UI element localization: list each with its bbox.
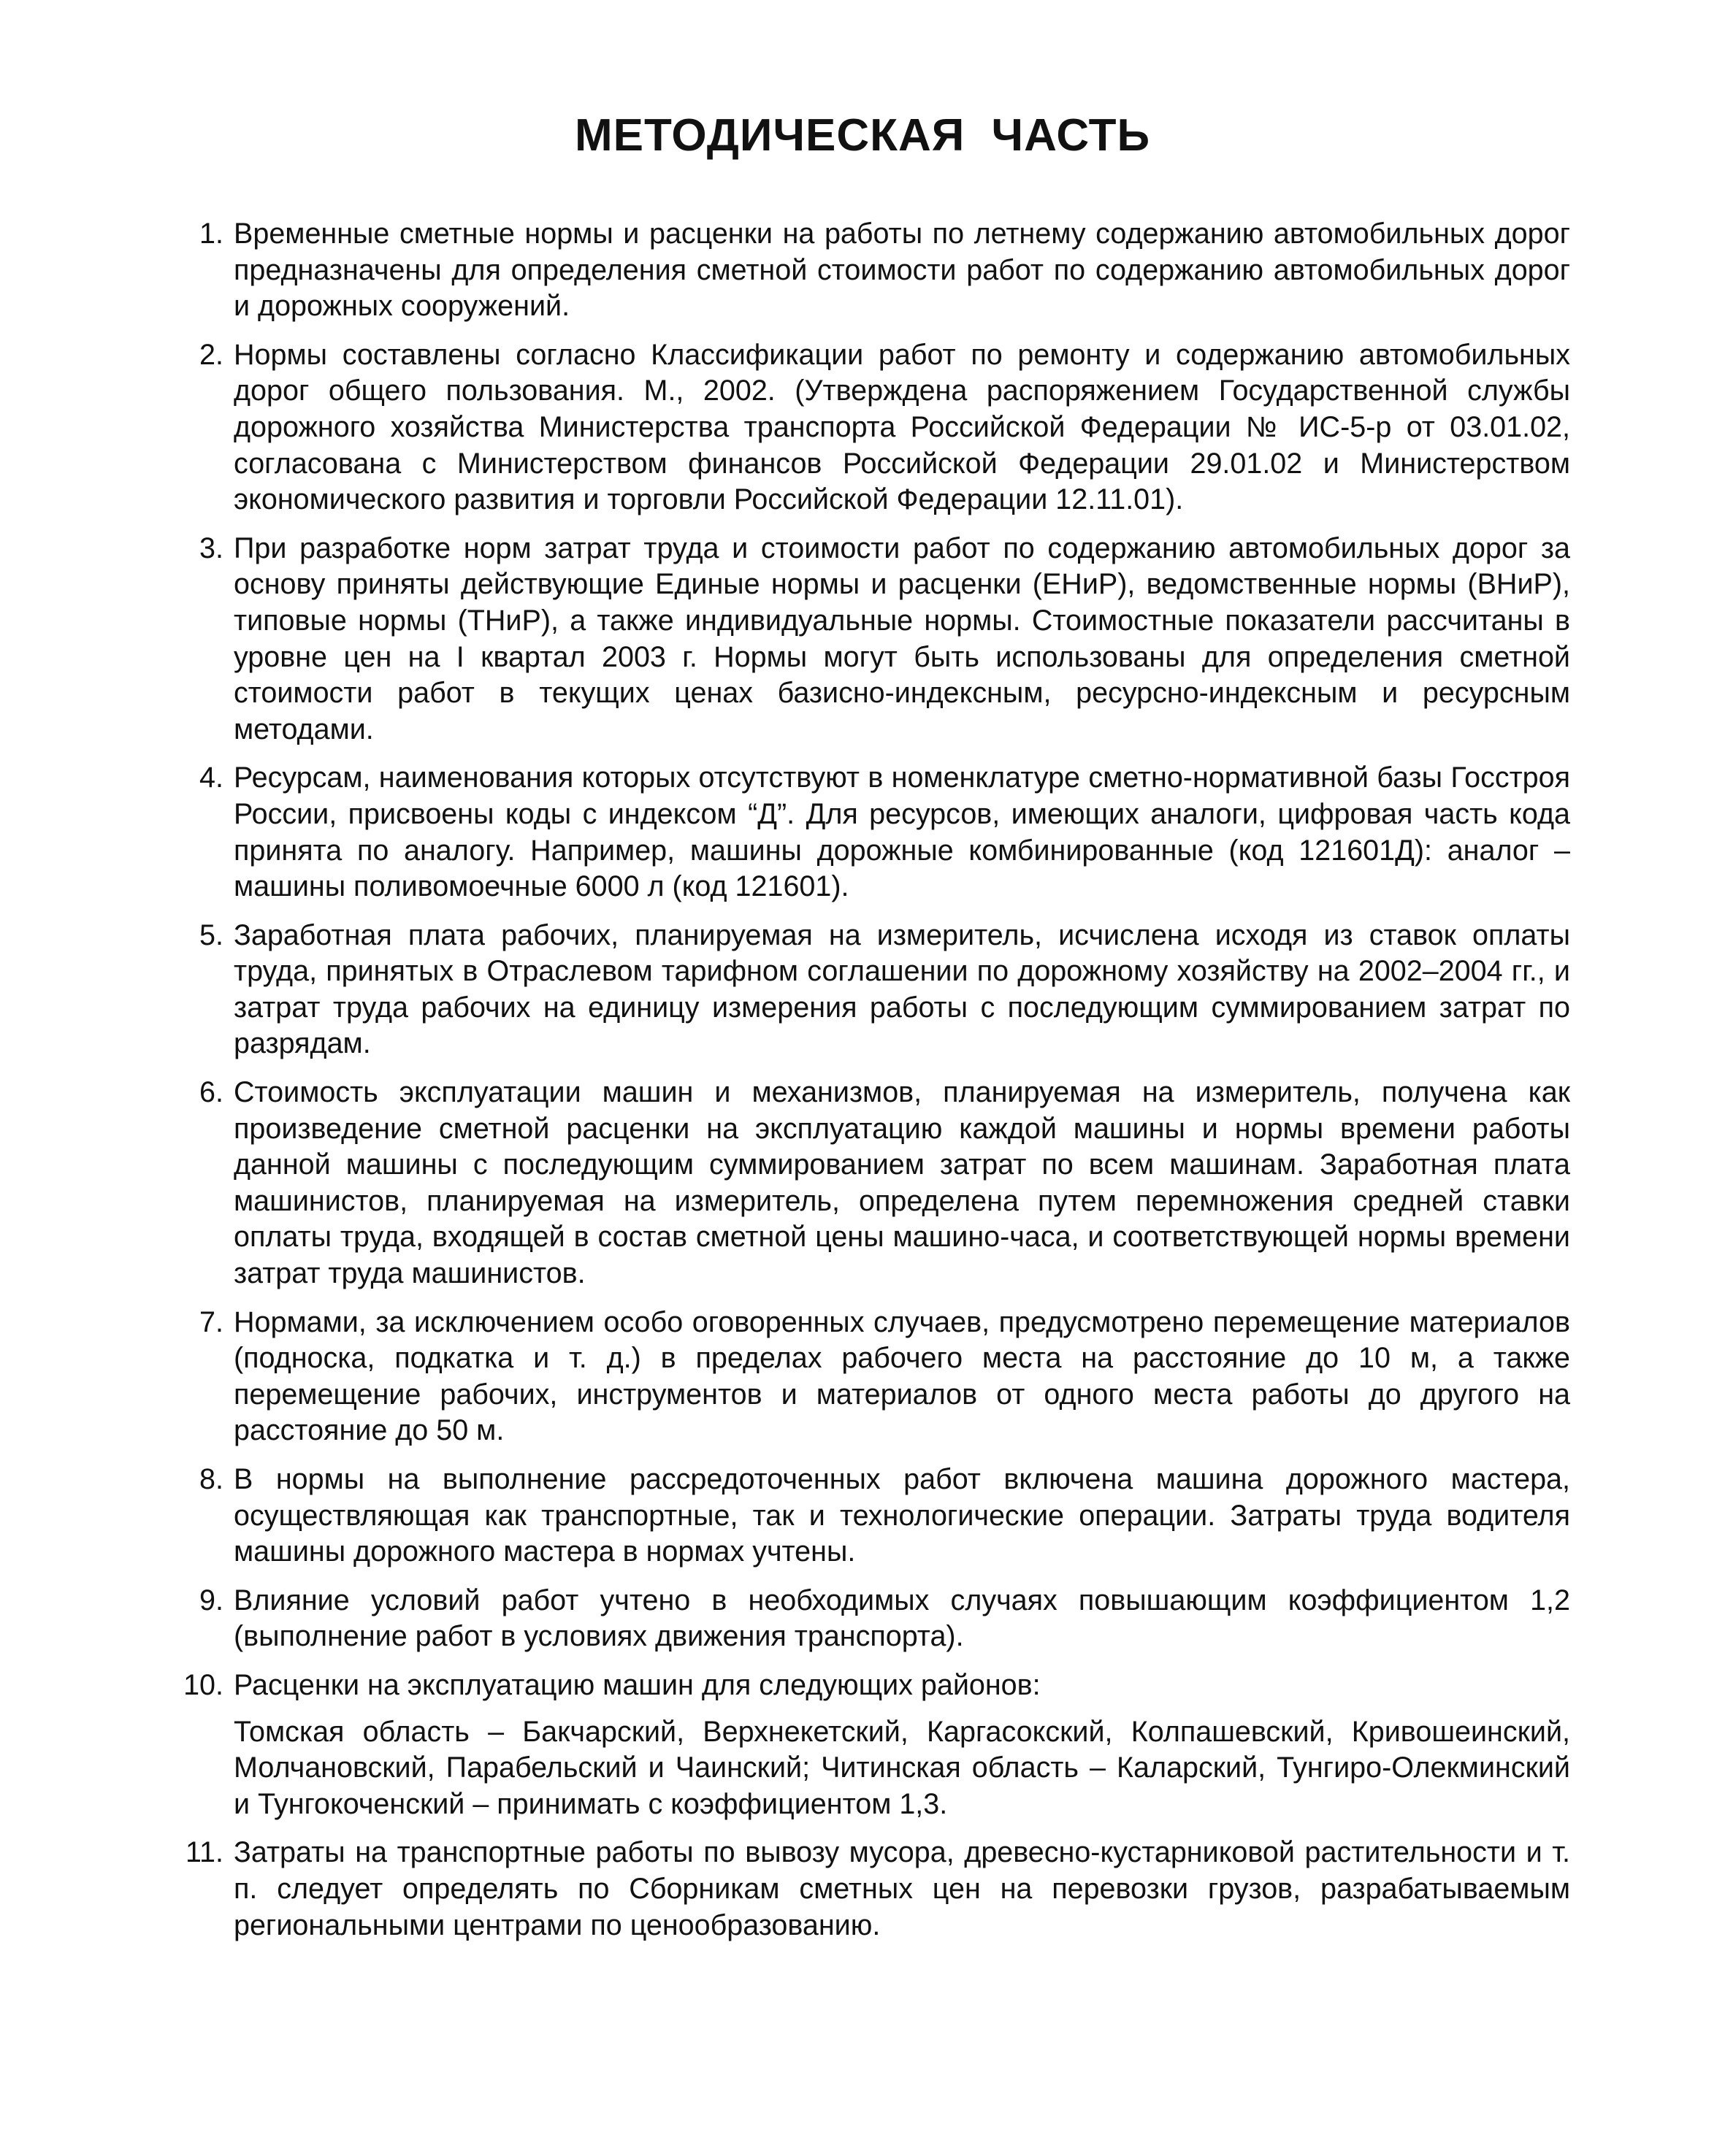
list-item-8 — [168, 1462, 1570, 1570]
item-number: 5. — [199, 918, 223, 951]
item-number: 10. — [183, 1668, 223, 1701]
list-item-2 — [168, 337, 1570, 518]
item-text: При разработке норм затрат труда и стоимости работ по содержанию автомобильных дорог за основу приняты действующие Единые нормы и расценки (ЕНиР), ведомственные нормы (ВНиР), типовые нормы (ТНиР), а также индивидуальные нормы. Стоимостные показатели рассчитаны в уровне цен на I квартал 2003 г. Нормы могут быть использованы для определения сметной стоимости работ в текущих ценах базисно-индексным, ресурсно-индексным и ресурсным методами. — [234, 532, 1570, 745]
item-text: Расценки на эксплуатацию машин для следующих районов: — [234, 1668, 1041, 1701]
item-text: Влияние условий работ учтено в необходимых случаях повышающим коэффициентом 1,2 (выполнение работ в условиях движения транспорта). — [234, 1584, 1570, 1653]
item-text: Ресурсам, наименования которых отсутствуют в номенклатуре сметно-нормативной базы Госстроя России, присвоены коды с индексом “Д”. Для ресурсов, имеющих аналоги, цифровая часть кода принята по аналогу. Например, машины дорожные комбинированные (код 121601Д): аналог – машины поливомоечные 6000 л (код 121601). — [234, 761, 1570, 903]
item-number: 3. — [199, 532, 223, 564]
item-text: В нормы на выполнение рассредоточенных работ включена машина дорожного мастера, осуществляющая как транспортные, так и технологические операции. Затраты труда водителя машины дорожного мастера в нормах учтены. — [234, 1463, 1570, 1568]
methodology-list — [168, 216, 1570, 1956]
item-number: 2. — [199, 338, 223, 371]
item-number: 9. — [199, 1584, 223, 1616]
list-item-3 — [168, 531, 1570, 748]
item-number: 1. — [199, 218, 223, 250]
item-text: Затраты на транспортные работы по вывозу мусора, древесно-кустарниковой растительности и т. п. следует определять по Сборникам сметных цен на перевозки грузов, разрабатываемым региональными центрами по ценообразованию. — [234, 1836, 1570, 1941]
list-item-10 — [168, 1668, 1570, 1822]
item-text: Нормы составлены согласно Классификации работ по ремонту и содержанию автомобильных дорог общего пользования. М., 2002. (Утверждена распоряжением Государственной службы дорожного хозяйства Министерства транспорта Российской Федерации № ИС-5-р от 03.01.02, согласована с Министерством финансов Российской Федерации 29.01.02 и Министерством экономического развития и торговли Российской Федерации 12.11.01). — [234, 338, 1570, 516]
list-item-1 — [168, 216, 1570, 325]
item-number: 8. — [199, 1463, 223, 1495]
list-item-4 — [168, 760, 1570, 905]
item-number: 6. — [199, 1076, 223, 1109]
item-number: 7. — [199, 1305, 223, 1338]
item-text: Нормами, за исключением особо оговоренных случаев, предусмотрено перемещение материалов (подноска, подкатка и т. д.) в пределах рабочего места на расстояние до 10 м, а также перемещение рабочих, инструментов и материалов от одного места работы до другого на расстояние до 50 м. — [234, 1305, 1570, 1447]
item-text: Временные сметные нормы и расценки на работы по летнему содержанию автомобильных дорог предназначены для определения сметной стоимости работ по содержанию автомобильных дорог и дорожных сооружений. — [234, 218, 1570, 323]
list-item-5 — [168, 918, 1570, 1062]
list-item-7 — [168, 1305, 1570, 1449]
item-body — [234, 1668, 1570, 1822]
list-item-11 — [168, 1835, 1570, 1944]
item-number: 11. — [185, 1836, 223, 1869]
item-number: 4. — [199, 761, 223, 794]
item-text: Заработная плата рабочих, планируемая на измеритель, исчислена исходя из ставок оплаты труда, принятых в Отраслевом тарифном соглашении по дорожному хозяйству на 2002–2004 гг., и затрат труда рабочих на единицу измерения работы с последующим суммированием затрат по разрядам. — [234, 918, 1570, 1060]
item-text: Стоимость эксплуатации машин и механизмов, планируемая на измеритель, получена как произведение сметной расценки на эксплуатацию каждой машины и нормы времени работы данной машины с последующим суммированием затрат по всем машинам. Заработная плата машинистов, планируемая на измеритель, определена путем перемножения средней ставки оплаты труда, входящей в состав сметной цены машино-часа, и соответствующей нормы времени затрат труда машинистов. — [234, 1076, 1570, 1290]
item-subparagraph: Томская область – Бакчарский, Верхнекетский, Каргасокский, Колпашевский, Кривошеинский, Молчановский, Парабельский и Чаинский; Читинская область – Каларский, Тунгиро-Олекминский и Тунгокоченский – принимать с коэффициентом 1,3. — [234, 1715, 1570, 1820]
page-title: МЕТОДИЧЕСКАЯ ЧАСТЬ — [574, 110, 1151, 161]
list-item-9 — [168, 1583, 1570, 1655]
list-item-6 — [168, 1075, 1570, 1292]
